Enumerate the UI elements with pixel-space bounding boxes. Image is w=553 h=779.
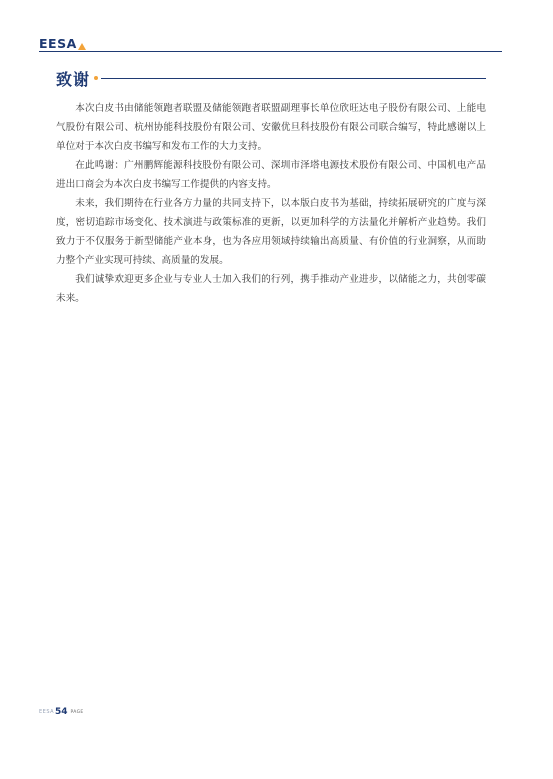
header-divider	[39, 51, 502, 52]
paragraph-2: 在此鸣谢：广州鹏辉能源科技股份有限公司、深圳市泽塔电源技术股份有限公司、中国机电产品进出口商会为本次白皮书编写工作提供的内容支持。	[56, 160, 486, 190]
section-title: 致谢	[56, 69, 91, 89]
page-number: 54	[55, 707, 68, 717]
page-footer	[39, 707, 84, 717]
footer-logo: EESA	[39, 709, 55, 715]
section-heading	[56, 66, 486, 90]
title-dot-icon	[94, 76, 98, 80]
logo-triangle-icon	[78, 43, 86, 50]
page-label: PAGE	[70, 710, 84, 715]
title-divider	[101, 78, 486, 79]
logo-text: EESA	[39, 36, 77, 51]
acknowledgement-body	[56, 99, 486, 308]
paragraph-4: 我们诚挚欢迎更多企业与专业人士加入我们的行列，携手推动产业进步，以储能之力，共创零碳未来。	[56, 274, 486, 304]
paragraph-1: 本次白皮书由储能领跑者联盟及储能领跑者联盟副理事长单位欣旺达电子股份有限公司、上能电气股份有限公司、杭州协能科技股份有限公司、安徽优旦科技股份有限公司联合编写，特此感谢以上单位对于本次白皮书编写和发布工作的大力支持。	[56, 103, 486, 152]
paragraph-3: 未来，我们期待在行业各方力量的共同支持下，以本版白皮书为基础，持续拓展研究的广度与深度，密切追踪市场变化、技术演进与政策标准的更新，以更加科学的方法量化并解析产业趋势。我们致力于不仅服务于新型储能产业本身，也为各应用领域持续输出高质量、有价值的行业洞察，从而助力整个产业实现可持续、高质量的发展。	[56, 198, 486, 266]
eesa-logo	[39, 36, 86, 51]
